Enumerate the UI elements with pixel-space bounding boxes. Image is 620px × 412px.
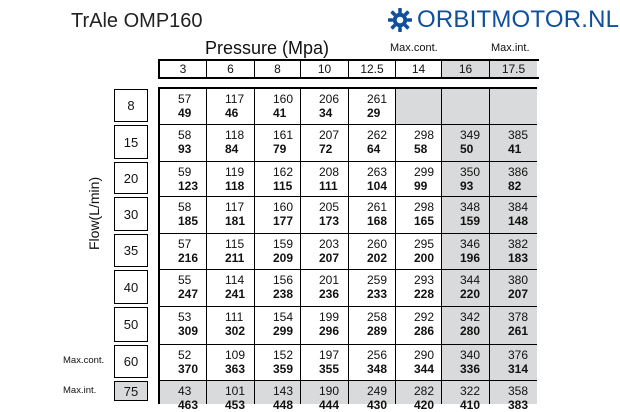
table-cell — [349, 307, 396, 345]
table-cell — [349, 197, 396, 234]
torque-value: 463 — [178, 398, 199, 412]
speed-value: 350 — [460, 165, 481, 179]
table-cell — [160, 345, 207, 381]
pressure-header-cell: 14 — [396, 61, 442, 77]
table-cell — [255, 125, 301, 162]
speed-value: 43 — [178, 384, 192, 398]
speed-value: 154 — [273, 310, 294, 324]
torque-value: 41 — [273, 106, 287, 120]
torque-value: 202 — [367, 251, 388, 265]
torque-value: 430 — [367, 398, 388, 412]
table-cell — [442, 345, 490, 381]
pressure-header-cell: 16 — [442, 61, 490, 77]
table-cell — [396, 125, 442, 162]
brand-logo — [387, 5, 619, 35]
torque-value: 64 — [367, 142, 381, 156]
pressure-header-cell: 3 — [160, 61, 207, 77]
table-cell — [442, 162, 490, 197]
flow-row-label: 40 — [114, 270, 148, 304]
max-int-flow-label: Max.int. — [63, 384, 97, 396]
speed-value: 292 — [414, 310, 435, 324]
pressure-header-cell: 10 — [301, 61, 349, 77]
table-cell-empty — [396, 89, 442, 125]
torque-value: 302 — [225, 324, 246, 338]
torque-value: 261 — [508, 324, 529, 338]
torque-value: 314 — [508, 362, 529, 376]
table-cell — [207, 345, 255, 381]
max-cont-flow-label: Max.cont. — [63, 355, 105, 366]
table-cell — [396, 307, 442, 345]
torque-value: 286 — [414, 324, 435, 338]
torque-value: 49 — [178, 106, 192, 120]
speed-value: 58 — [178, 200, 192, 214]
torque-value: 118 — [225, 179, 245, 193]
flow-row-label: 35 — [114, 234, 148, 267]
speed-value: 290 — [414, 348, 435, 362]
table-cell — [442, 125, 490, 162]
table-cell — [207, 89, 255, 125]
speed-value: 55 — [178, 273, 192, 287]
table-cell — [442, 270, 490, 307]
table-cell — [255, 270, 301, 307]
speed-value: 349 — [460, 128, 481, 142]
pressure-header — [158, 59, 539, 79]
speed-value: 58 — [178, 128, 192, 142]
speed-value: 205 — [319, 200, 340, 214]
speed-value: 156 — [273, 273, 294, 287]
speed-value: 249 — [367, 384, 388, 398]
table-cell — [349, 234, 396, 270]
speed-value: 111 — [225, 310, 244, 324]
table-cell — [349, 162, 396, 197]
speed-value: 101 — [225, 384, 246, 398]
table-cell — [490, 345, 537, 381]
table-cell — [490, 125, 537, 162]
flow-row-label: 60 — [114, 345, 148, 378]
torque-value: 280 — [460, 324, 481, 338]
speed-value: 117 — [225, 200, 245, 214]
torque-value: 370 — [178, 362, 199, 376]
table-cell — [207, 381, 255, 412]
speed-value: 261 — [367, 92, 388, 106]
table-cell — [349, 345, 396, 381]
table-cell — [490, 381, 537, 412]
torque-value: 309 — [178, 324, 199, 338]
torque-value: 209 — [273, 251, 294, 265]
speed-value: 114 — [225, 273, 245, 287]
table-cell-empty — [442, 89, 490, 125]
pressure-header-cell: 17.5 — [490, 61, 537, 77]
speed-value: 207 — [319, 128, 340, 142]
torque-value: 216 — [178, 251, 199, 265]
speed-value: 344 — [460, 273, 481, 287]
speed-value: 298 — [414, 128, 435, 142]
table-cell — [349, 125, 396, 162]
table-cell — [160, 234, 207, 270]
table-cell — [255, 381, 301, 412]
table-cell — [349, 381, 396, 412]
torque-value: 82 — [508, 179, 522, 193]
table-cell — [442, 197, 490, 234]
table-cell — [301, 197, 349, 234]
speed-value: 109 — [225, 348, 246, 362]
speed-value: 386 — [508, 165, 529, 179]
torque-value: 168 — [367, 214, 388, 228]
table-cell — [301, 270, 349, 307]
table-cell — [207, 162, 255, 197]
speed-value: 258 — [367, 310, 388, 324]
torque-value: 359 — [273, 362, 294, 376]
speed-value: 119 — [225, 165, 245, 179]
speed-value: 199 — [319, 310, 340, 324]
torque-value: 72 — [319, 142, 333, 156]
table-cell — [160, 89, 207, 125]
torque-value: 29 — [367, 106, 381, 120]
speed-value: 206 — [319, 92, 340, 106]
speed-value: 162 — [273, 165, 294, 179]
table-cell — [255, 234, 301, 270]
torque-value: 173 — [319, 214, 340, 228]
speed-value: 160 — [273, 92, 294, 106]
table-cell — [301, 307, 349, 345]
speed-value: 260 — [367, 237, 388, 251]
pressure-header-cell: 6 — [207, 61, 255, 77]
flow-row-label: 50 — [114, 307, 148, 342]
speed-value: 197 — [319, 348, 340, 362]
speed-value: 376 — [508, 348, 529, 362]
torque-value: 177 — [273, 214, 294, 228]
speed-value: 380 — [508, 273, 529, 287]
table-cell — [255, 307, 301, 345]
torque-value: 159 — [460, 214, 481, 228]
torque-value: 148 — [508, 214, 529, 228]
speed-value: 161 — [273, 128, 294, 142]
torque-value: 448 — [273, 398, 294, 412]
torque-value: 410 — [460, 398, 481, 412]
torque-value: 93 — [460, 179, 474, 193]
table-cell — [160, 381, 207, 412]
table-cell — [207, 270, 255, 307]
torque-value: 363 — [225, 362, 246, 376]
speed-value: 298 — [414, 200, 435, 214]
torque-value: 238 — [273, 287, 294, 301]
speed-value: 203 — [319, 237, 340, 251]
torque-value: 84 — [225, 142, 239, 156]
speed-value: 358 — [508, 384, 529, 398]
brand-name: ORBITMOTOR.NL — [417, 6, 620, 33]
speed-value: 52 — [178, 348, 192, 362]
speed-value: 378 — [508, 310, 529, 324]
speed-value: 348 — [460, 200, 481, 214]
speed-value: 382 — [508, 237, 529, 251]
table-cell — [301, 345, 349, 381]
max-int-pressure-label: Max.int. — [491, 42, 530, 54]
speed-value: 59 — [178, 165, 192, 179]
torque-value: 296 — [319, 324, 340, 338]
torque-value: 58 — [414, 142, 428, 156]
table-cell — [207, 197, 255, 234]
speed-value: 201 — [319, 273, 340, 287]
table-cell — [160, 125, 207, 162]
speed-value: 208 — [319, 165, 340, 179]
page-title: TrAle OMP160 — [71, 10, 203, 32]
table-cell — [490, 162, 537, 197]
torque-value: 46 — [225, 106, 239, 120]
table-cell — [255, 197, 301, 234]
torque-value: 200 — [414, 251, 435, 265]
table-cell — [255, 162, 301, 197]
table-cell — [255, 89, 301, 125]
torque-value: 183 — [508, 251, 529, 265]
table-cell — [301, 234, 349, 270]
torque-value: 241 — [225, 287, 246, 301]
torque-value: 444 — [319, 398, 340, 412]
torque-value: 115 — [273, 179, 293, 193]
torque-value: 220 — [460, 287, 481, 301]
table-cell — [396, 197, 442, 234]
pressure-header-cell: 12.5 — [349, 61, 396, 77]
speed-value: 322 — [460, 384, 481, 398]
torque-value: 420 — [414, 398, 435, 412]
torque-value: 165 — [414, 214, 435, 228]
gear-icon — [387, 7, 413, 33]
torque-value: 211 — [225, 251, 245, 265]
torque-value: 50 — [460, 142, 474, 156]
table-cell — [349, 89, 396, 125]
torque-value: 247 — [178, 287, 199, 301]
table-cell — [207, 234, 255, 270]
flow-row-label: 75 — [114, 381, 148, 401]
table-cell — [301, 381, 349, 412]
table-cell — [490, 234, 537, 270]
speed-value: 384 — [508, 200, 529, 214]
speed-value: 282 — [414, 384, 435, 398]
torque-value: 453 — [225, 398, 246, 412]
table-cell — [301, 89, 349, 125]
table-cell — [207, 307, 255, 345]
torque-value: 228 — [414, 287, 435, 301]
speed-value: 160 — [273, 200, 294, 214]
speed-value: 263 — [367, 165, 388, 179]
torque-value: 289 — [367, 324, 388, 338]
torque-value: 233 — [367, 287, 388, 301]
table-cell — [442, 307, 490, 345]
torque-value: 185 — [178, 214, 199, 228]
table-cell — [396, 162, 442, 197]
speed-value: 295 — [414, 237, 435, 251]
torque-value: 348 — [367, 362, 388, 376]
table-cell — [255, 345, 301, 381]
table-cell — [396, 381, 442, 412]
speed-value: 117 — [225, 92, 245, 106]
torque-value: 123 — [178, 179, 199, 193]
table-cell — [160, 270, 207, 307]
table-cell — [396, 270, 442, 307]
torque-value: 207 — [508, 287, 529, 301]
torque-value: 344 — [414, 362, 435, 376]
torque-value: 104 — [367, 179, 388, 193]
torque-value: 41 — [508, 142, 522, 156]
table-cell — [160, 307, 207, 345]
flow-axis-label: Flow(L/min) — [86, 176, 102, 250]
table-cell — [349, 270, 396, 307]
torque-value: 181 — [225, 214, 246, 228]
flow-row-label: 8 — [114, 89, 148, 122]
max-cont-pressure-label: Max.cont. — [390, 42, 438, 54]
speed-value: 57 — [178, 92, 192, 106]
torque-value: 93 — [178, 142, 192, 156]
speed-value: 143 — [273, 384, 294, 398]
torque-value: 79 — [273, 142, 287, 156]
pressure-header-cell: 8 — [255, 61, 301, 77]
torque-value: 196 — [460, 251, 481, 265]
speed-value: 293 — [414, 273, 435, 287]
speed-value: 342 — [460, 310, 481, 324]
speed-value: 256 — [367, 348, 388, 362]
table-cell — [490, 270, 537, 307]
table-cell — [490, 307, 537, 345]
torque-value: 299 — [273, 324, 294, 338]
table-cell — [396, 234, 442, 270]
speed-value: 53 — [178, 310, 192, 324]
table-cell — [301, 125, 349, 162]
torque-value: 336 — [460, 362, 481, 376]
speed-value: 346 — [460, 237, 481, 251]
table-cell — [301, 162, 349, 197]
table-cell — [160, 162, 207, 197]
speed-value: 115 — [225, 237, 245, 251]
speed-value: 159 — [273, 237, 294, 251]
table-cell — [490, 197, 537, 234]
table-cell — [396, 345, 442, 381]
torque-value: 236 — [319, 287, 340, 301]
speed-value: 340 — [460, 348, 481, 362]
torque-value: 99 — [414, 179, 428, 193]
speed-value: 57 — [178, 237, 192, 251]
table-cell — [207, 125, 255, 162]
speed-value: 299 — [414, 165, 435, 179]
speed-value: 118 — [225, 128, 245, 142]
table-cell-empty — [490, 89, 537, 125]
pressure-axis-label: Pressure (Mpa) — [205, 38, 330, 58]
performance-table — [158, 87, 537, 412]
table-cell — [442, 381, 490, 412]
speed-value: 259 — [367, 273, 388, 287]
flow-row-label: 30 — [114, 197, 148, 231]
table-cell — [442, 234, 490, 270]
flow-row-label: 15 — [114, 125, 148, 159]
flow-row-label: 20 — [114, 162, 148, 194]
torque-value: 111 — [319, 179, 338, 193]
torque-value: 355 — [319, 362, 340, 376]
speed-value: 261 — [367, 200, 388, 214]
speed-value: 385 — [508, 128, 529, 142]
torque-value: 207 — [319, 251, 340, 265]
torque-value: 34 — [319, 106, 333, 120]
speed-value: 152 — [273, 348, 294, 362]
speed-value: 190 — [319, 384, 340, 398]
speed-value: 262 — [367, 128, 388, 142]
table-cell — [160, 197, 207, 234]
torque-value: 383 — [508, 398, 529, 412]
